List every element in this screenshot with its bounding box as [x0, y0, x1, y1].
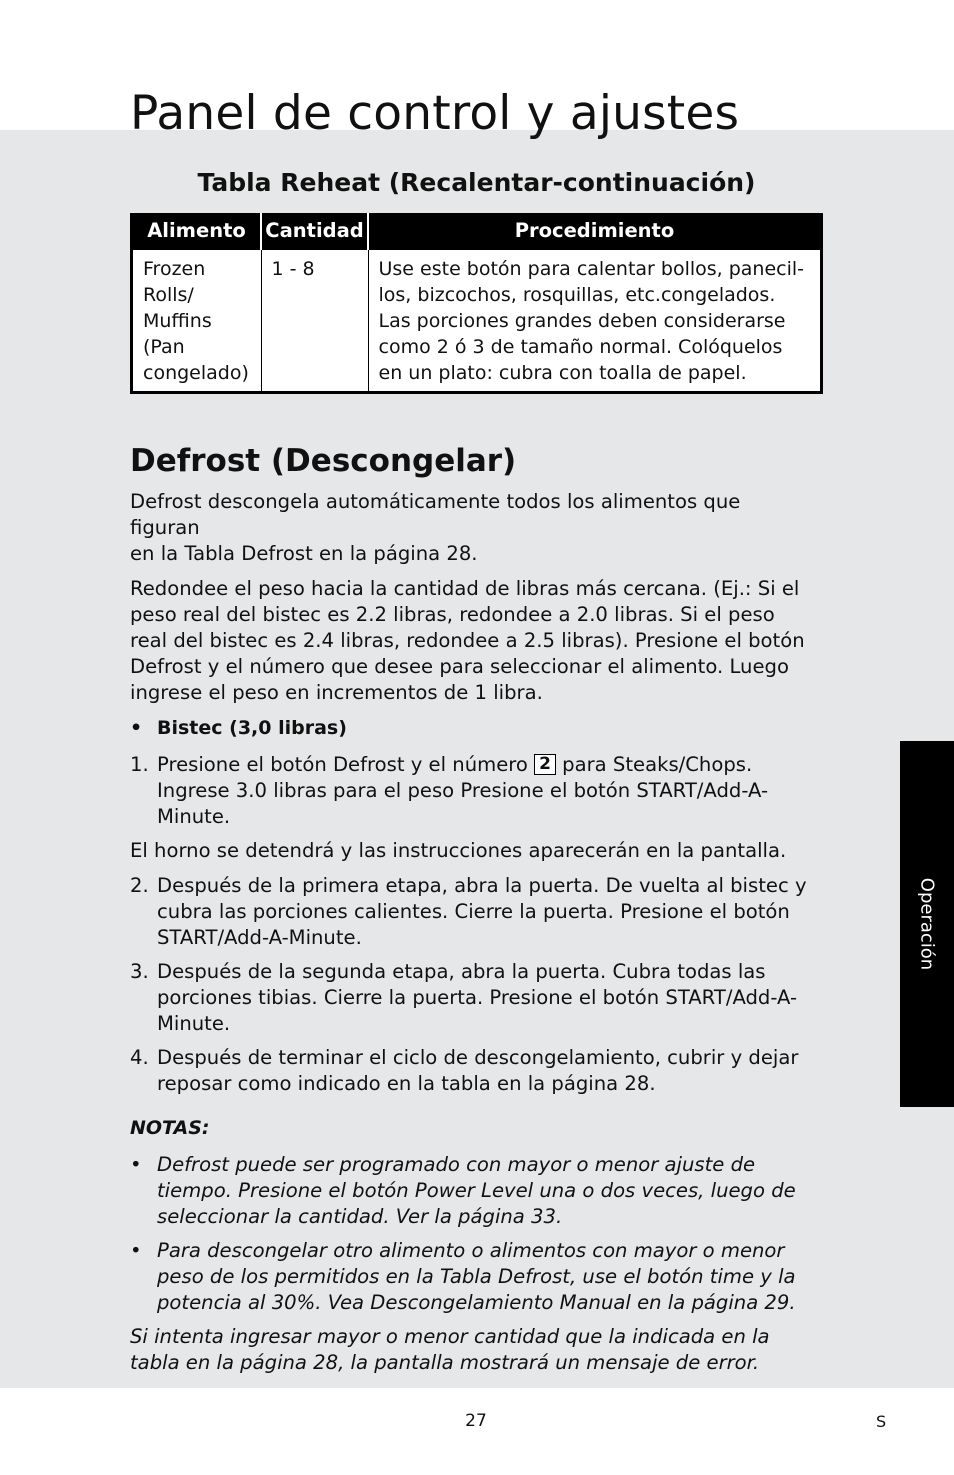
rounding-line: Redondee el peso hacia la cantidad de libras más cercana. (Ej.: Si el [130, 577, 800, 600]
procedure-line: Use este botón para calentar bollos, panecil- [378, 258, 805, 280]
language-letter: S [876, 1412, 887, 1431]
rounding-line: peso real del bistec es 2.2 libras, redondee a 2.0 libras. Si el peso [130, 603, 775, 626]
note-text [157, 1152, 796, 1230]
note-line: potencia al 30%. Vea Descongelamiento Manual en la página 29. [157, 1291, 796, 1314]
header-cantidad: Cantidad [261, 213, 368, 250]
procedure-line: como 2 ó 3 de tamaño normal. Colóquelos [378, 336, 783, 358]
bullet-marker: • [130, 1153, 142, 1176]
step-line: porciones tibias. Cierre la puerta. Presione el botón START/Add-A- [157, 986, 798, 1009]
note-line: Defrost puede ser programado con mayor o menor ajuste de [157, 1153, 756, 1176]
steak-bullet [130, 715, 810, 741]
final-note-line: tabla en la página 28, la pantalla mostrará un mensaje de error. [130, 1351, 760, 1374]
step-number: 3. [130, 960, 149, 983]
step-text [157, 1045, 810, 1097]
food-line: Rolls/ [143, 284, 194, 306]
step-text [157, 959, 810, 1037]
reheat-table [130, 213, 823, 394]
step-line: Después de terminar el ciclo de descongelamiento, cubrir y dejar [157, 1046, 799, 1069]
section-side-tab [900, 741, 954, 1107]
bullet-marker: • [130, 1239, 142, 1262]
step-4 [130, 1045, 810, 1097]
food-line: (Pan [143, 336, 185, 358]
step1-line: Minute. [157, 805, 231, 828]
step1-before-key: Presione el botón Defrost y el número [157, 753, 535, 776]
step-line: cubra las porciones calientes. Cierre la puerta. Presione el botón [157, 900, 790, 923]
intro-line: Defrost descongela automáticamente todos los alimentos que figuran [130, 490, 741, 539]
defrost-intro [130, 489, 810, 567]
note-line: Para descongelar otro alimento o alimentos con mayor o menor [157, 1239, 785, 1262]
food-line: congelado) [143, 362, 249, 384]
food-line: Frozen [143, 258, 206, 280]
table-header-row [132, 213, 822, 250]
page-number: 27 [465, 1411, 487, 1431]
step-number: 4. [130, 1046, 149, 1069]
note-item [130, 1152, 810, 1230]
defrost-heading: Defrost (Descongelar) [130, 443, 517, 479]
number-key-2: 2 [534, 754, 556, 775]
final-note-line: Si intenta ingresar mayor o menor cantidad que la indicada en la [130, 1325, 770, 1348]
step-1 [130, 752, 810, 830]
step-line: Después de la segunda etapa, abra la puerta. Cubra todas las [157, 960, 766, 983]
step-line: reposar como indicado en la tabla en la página 28. [157, 1072, 656, 1095]
reheat-table-title: Tabla Reheat (Recalentar-continuación) [197, 168, 756, 197]
side-tab-label: Operación [916, 877, 938, 971]
step-number: 2. [130, 874, 149, 897]
cell-procedure [368, 250, 822, 393]
food-line: Muffins [143, 310, 212, 332]
rounding-line: Defrost y el número que desee para seleccionar el alimento. Luego [130, 655, 789, 678]
note-line: tiempo. Presione el botón Power Level una o dos veces, luego de [157, 1179, 796, 1202]
header-procedimiento: Procedimiento [368, 213, 822, 250]
step-1-note: El horno se detendrá y las instrucciones aparecerán en la pantalla. [130, 839, 787, 862]
header-alimento: Alimento [132, 213, 262, 250]
procedure-line: en un plato: cubra con toalla de papel. [378, 362, 747, 384]
step1-after-key: para Steaks/Chops. [555, 753, 753, 776]
step-text [157, 873, 810, 951]
note-item [130, 1238, 810, 1316]
rounding-paragraph [130, 576, 810, 706]
step-line: START/Add-A-Minute. [157, 926, 362, 949]
step-line: Después de la primera etapa, abra la puerta. De vuelta al bistec y [157, 874, 807, 897]
final-note [130, 1324, 810, 1376]
cell-quantity: 1 - 8 [261, 250, 368, 393]
page-title: Panel de control y ajustes [130, 86, 740, 141]
step-3 [130, 959, 810, 1037]
procedure-line: los, bizcochos, rosquillas, etc.congelados. [378, 284, 776, 306]
note-line: peso de los permitidos en la Tabla Defrost, use el botón time y la [157, 1265, 796, 1288]
note-line: seleccionar la cantidad. Ver la página 33. [157, 1205, 563, 1228]
step1-line: Ingrese 3.0 libras para el peso Presione el botón START/Add-A- [157, 779, 769, 802]
defrost-section [130, 440, 810, 1385]
step-text [157, 752, 810, 830]
intro-line: en la Tabla Defrost en la página 28. [130, 542, 478, 565]
notes-heading: NOTAS: [130, 1117, 210, 1139]
step-line: Minute. [157, 1012, 231, 1035]
bullet-marker: • [130, 717, 143, 739]
rounding-line: real del bistec es 2.4 libras, redondee a 2.5 libras). Presione el botón [130, 629, 805, 652]
bullet-text: Bistec (3,0 libras) [157, 717, 347, 739]
note-text [157, 1238, 796, 1316]
procedure-line: Las porciones grandes deben considerarse [378, 310, 786, 332]
step-2 [130, 873, 810, 951]
cell-food [132, 250, 262, 393]
table-row [132, 250, 822, 393]
step-number: 1. [130, 753, 149, 776]
rounding-line: ingrese el peso en incrementos de 1 libra. [130, 681, 543, 704]
